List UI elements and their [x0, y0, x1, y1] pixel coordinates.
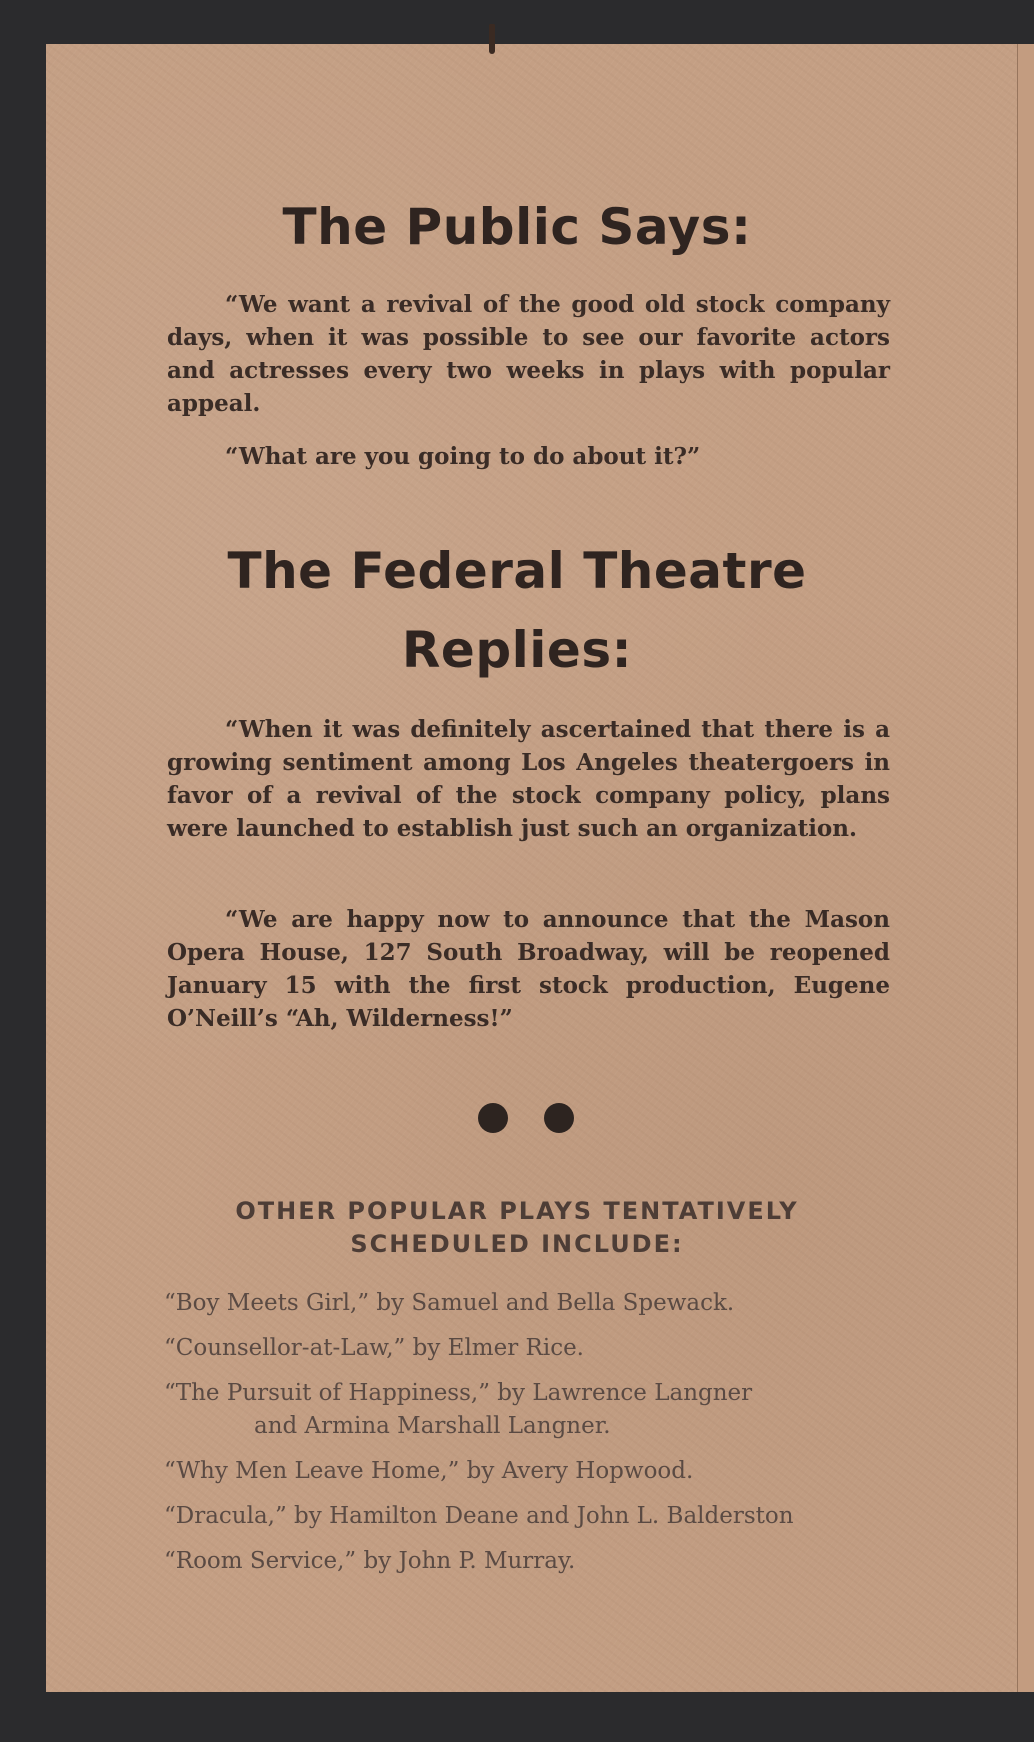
play-list-item	[164, 1332, 894, 1365]
federal-replies-heading-line-1: The Federal Theatre	[227, 542, 807, 600]
divider-dot	[478, 1103, 508, 1133]
play-entry-continuation: and Armina Marshall Langner.	[254, 1413, 611, 1439]
play-entry: “Boy Meets Girl,” by Samuel and Bella Spewack.	[164, 1290, 735, 1316]
play-list-item	[164, 1500, 894, 1533]
play-entry: “Room Service,” by John P. Murray.	[164, 1548, 576, 1574]
paper-fold-edge	[1017, 44, 1034, 1692]
public-says-paragraph-2: “What are you going to do about it?”	[225, 443, 701, 470]
play-list-item	[164, 1287, 894, 1320]
public-says-paragraph-1: “We want a revival of the good old stock company days, when it was possible to see our favorite actors and actresses every two weeks in plays with popular appeal.	[167, 291, 890, 417]
play-entry: “The Pursuit of Happiness,” by Lawrence Langner	[164, 1380, 753, 1406]
play-list-item	[164, 1545, 894, 1578]
play-list-item	[164, 1377, 894, 1443]
federal-replies-paragraph-1: “When it was definitely ascertained that there is a growing sentiment among Los Angeles theatergoers in favor of a revival of the stock company policy, plans were launched to establish just such an organization.	[167, 716, 890, 842]
federal-replies-heading-line-2: Replies:	[401, 621, 633, 679]
federal-replies-paragraph-2: “We are happy now to announce that the Mason Opera House, 127 South Broadway, will be reopened January 15 with the first stock production, Eugene O’Neill’s “Ah, Wilderness!”	[167, 906, 890, 1032]
scheduled-plays-list	[164, 1287, 894, 1578]
divider-dot	[544, 1103, 574, 1133]
other-plays-heading-line-2: SCHEDULED INCLUDE:	[350, 1230, 684, 1258]
play-entry: “Why Men Leave Home,” by Avery Hopwood.	[164, 1458, 694, 1484]
play-entry: “Dracula,” by Hamilton Deane and John L. Balderston	[164, 1503, 794, 1529]
public-says-heading: The Public Says:	[282, 198, 752, 256]
tear-mark	[489, 24, 495, 54]
section-divider-dots	[478, 1103, 574, 1133]
play-entry: “Counsellor-at-Law,” by Elmer Rice.	[164, 1335, 584, 1361]
other-plays-heading-line-1: OTHER POPULAR PLAYS TENTATIVELY	[235, 1197, 799, 1225]
play-list-item	[164, 1455, 894, 1488]
